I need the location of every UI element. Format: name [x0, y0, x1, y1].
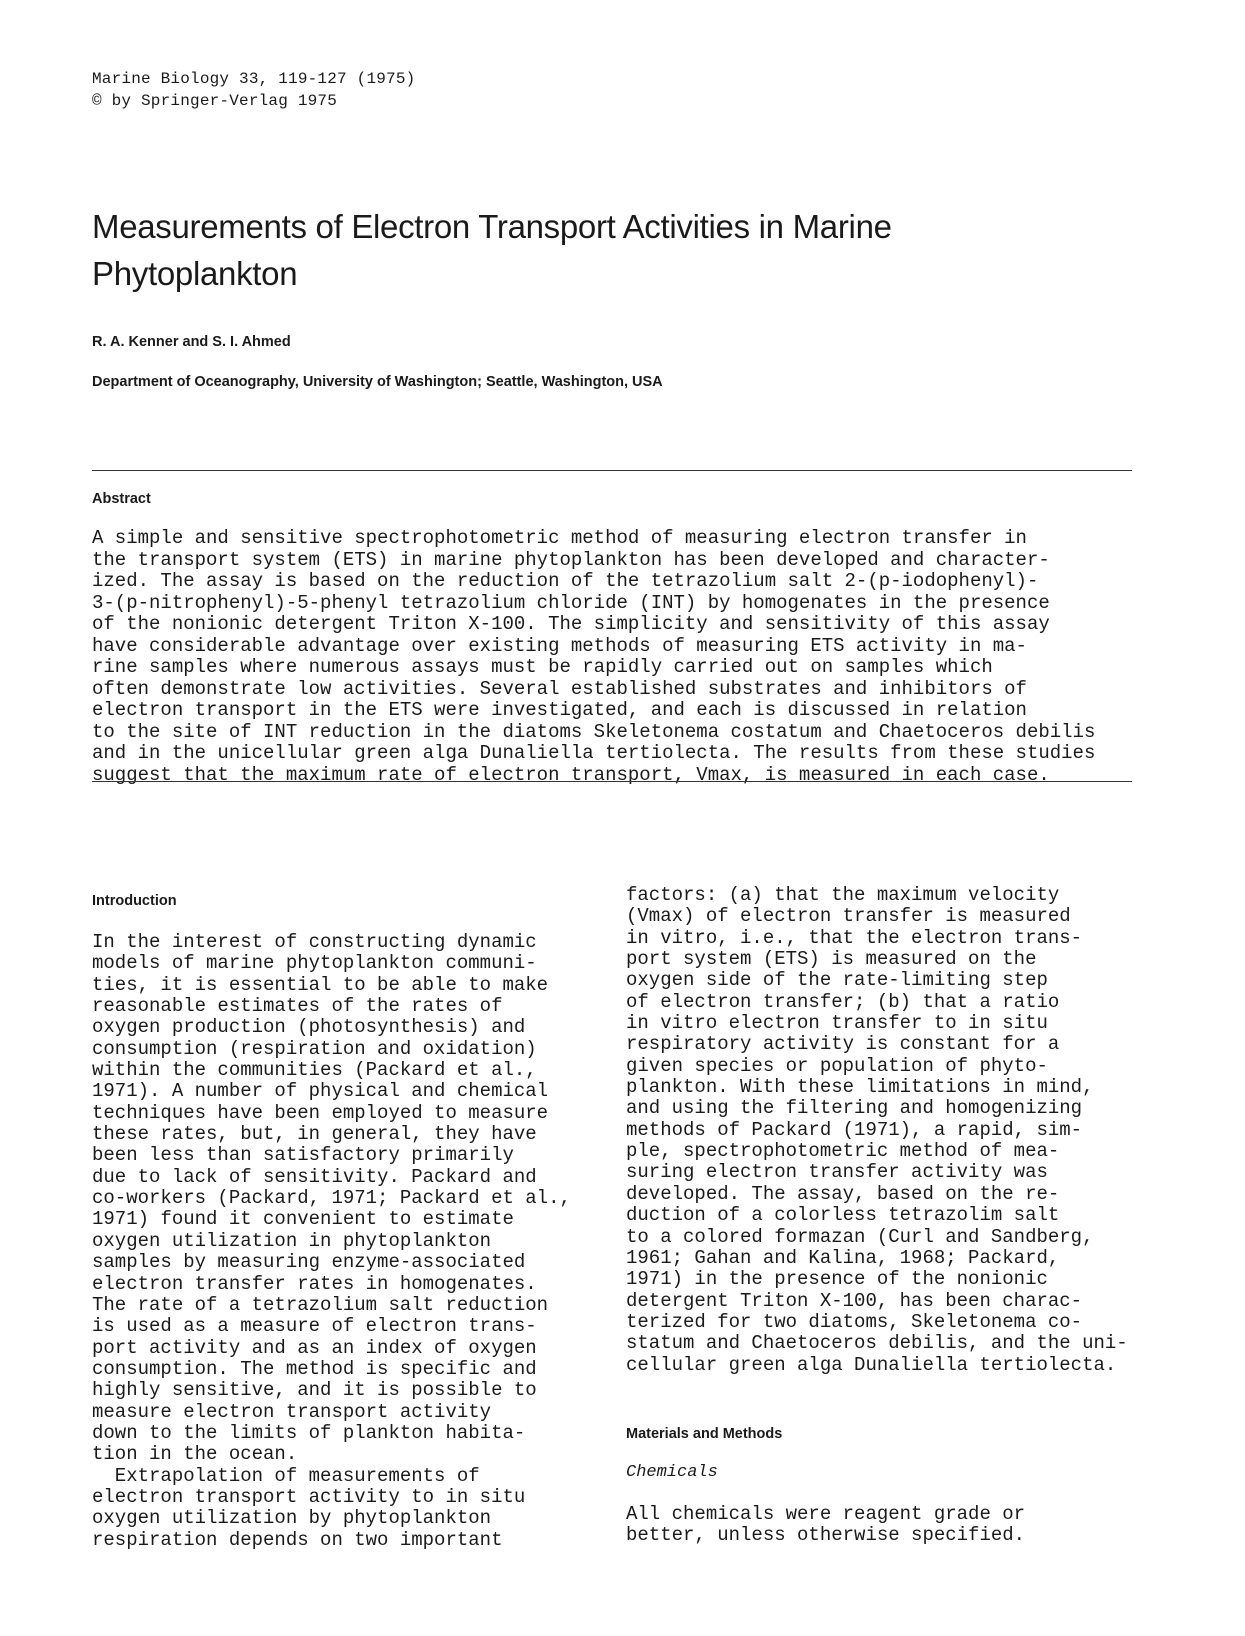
- body-line: All chemicals were reagent grade or: [626, 1503, 1026, 1525]
- body-line: oxygen production (photosynthesis) and: [92, 1016, 526, 1039]
- introduction-column-right: [626, 885, 1166, 1376]
- body-line: samples by measuring enzyme-associated: [92, 1251, 526, 1274]
- abstract-line: have considerable advantage over existing methods of measuring ETS activity in ma-: [92, 634, 1027, 657]
- body-line: within the communities (Packard et al.,: [92, 1059, 537, 1082]
- body-line: statum and Chaetoceros debilis, and the uni-: [626, 1332, 1128, 1355]
- author-list: R. A. Kenner and S. I. Ahmed: [92, 334, 291, 350]
- body-line: respiration depends on two important: [92, 1528, 503, 1551]
- body-line: 1971). A number of physical and chemical: [92, 1080, 549, 1103]
- body-line: techniques have been employed to measure: [92, 1101, 549, 1124]
- body-line: tion in the ocean.: [92, 1443, 298, 1466]
- body-line: consumption (respiration and oxidation): [92, 1037, 537, 1060]
- abstract-body: [92, 528, 1172, 786]
- body-line: in vitro, i.e., that the electron trans-: [626, 926, 1083, 949]
- abstract-line: often demonstrate low activities. Several established substrates and inhibitors of: [92, 677, 1027, 700]
- body-line: of electron transfer; (b) that a ratio: [626, 990, 1060, 1013]
- abstract-bottom-rule: [92, 781, 1132, 782]
- body-line: port activity and as an index of oxygen: [92, 1336, 537, 1359]
- body-line: factors: (a) that the maximum velocity: [626, 884, 1060, 906]
- body-line: oxygen utilization in phytoplankton: [92, 1229, 492, 1252]
- body-line: these rates, but, in general, they have: [92, 1123, 537, 1146]
- journal-header: [92, 68, 415, 112]
- body-line: reasonable estimates of the rates of: [92, 995, 503, 1018]
- abstract-line: the transport system (ETS) in marine phytoplankton has been developed and character-: [92, 548, 1050, 571]
- body-line: Extrapolation of measurements of: [92, 1464, 480, 1487]
- abstract-line: to the site of INT reduction in the diatoms Skeletonema costatum and Chaetoceros debilis: [92, 720, 1096, 743]
- body-line: respiratory activity is constant for a: [626, 1033, 1060, 1056]
- introduction-heading: Introduction: [92, 893, 177, 909]
- body-line: 1971) in the presence of the nonionic: [626, 1268, 1048, 1291]
- body-line: duction of a colorless tetrazolim salt: [626, 1204, 1060, 1227]
- abstract-line: rine samples where numerous assays must be rapidly carried out on samples which: [92, 656, 993, 678]
- abstract-top-rule: [92, 470, 1132, 471]
- copyright-line: © by Springer-Verlag 1975: [92, 92, 338, 110]
- body-line: oxygen side of the rate-limiting step: [626, 969, 1048, 992]
- body-line: port system (ETS) is measured on the: [626, 948, 1037, 971]
- paper-title: Measurements of Electron Transport Activities in Marine Phytoplankton: [92, 208, 892, 292]
- author-affiliation: Department of Oceanography, University of Washington; Seattle, Washington, USA: [92, 374, 663, 390]
- body-line: ties, it is essential to be able to make: [92, 973, 549, 996]
- chemicals-subheading: Chemicals: [626, 1463, 718, 1482]
- body-line: and using the filtering and homogenizing: [626, 1097, 1083, 1120]
- body-line: been less than satisfactory primarily: [92, 1144, 514, 1167]
- body-line: methods of Packard (1971), a rapid, sim-: [626, 1118, 1083, 1141]
- body-line: terized for two diatoms, Skeletonema co-: [626, 1310, 1083, 1333]
- body-line: consumption. The method is specific and: [92, 1357, 537, 1380]
- body-line: cellular green alga Dunaliella tertiolecta.: [626, 1353, 1117, 1376]
- abstract-line: electron transport in the ETS were investigated, and each is discussed in relation: [92, 699, 1027, 721]
- abstract-line: suggest that the maximum rate of electron transport, Vmax, is measured in each case.: [92, 763, 1050, 786]
- journal-citation: Marine Biology 33, 119-127 (1975): [92, 70, 416, 88]
- abstract-line: 3-(p-nitrophenyl)-5-phenyl tetrazolium chloride (INT) by homogenates in the presence: [92, 591, 1050, 614]
- abstract-line: of the nonionic detergent Triton X-100. The simplicity and sensitivity of this assay: [92, 613, 1050, 635]
- body-line: detergent Triton X-100, has been charac-: [626, 1289, 1083, 1312]
- body-line: is used as a measure of electron trans-: [92, 1315, 537, 1338]
- body-line: The rate of a tetrazolium salt reduction: [92, 1293, 549, 1316]
- body-line: In the interest of constructing dynamic: [92, 931, 537, 953]
- body-line: models of marine phytoplankton communi-: [92, 952, 537, 975]
- body-line: developed. The assay, based on the re-: [626, 1182, 1060, 1205]
- body-line: down to the limits of plankton habita-: [92, 1421, 526, 1444]
- body-line: highly sensitive, and it is possible to: [92, 1379, 537, 1402]
- body-line: electron transfer rates in homogenates.: [92, 1272, 537, 1295]
- materials-methods-heading: Materials and Methods: [626, 1426, 783, 1442]
- body-line: (Vmax) of electron transfer is measured: [626, 905, 1071, 928]
- body-line: plankton. With these limitations in mind,: [626, 1076, 1094, 1099]
- body-line: better, unless otherwise specified.: [626, 1524, 1026, 1547]
- methods-body: [626, 1504, 1166, 1547]
- body-line: electron transport activity to in situ: [92, 1485, 526, 1508]
- abstract-line: A simple and sensitive spectrophotometric method of measuring electron transfer in: [92, 527, 1027, 549]
- abstract-line: ized. The assay is based on the reduction of the tetrazolium salt 2-(p-iodophenyl)-: [92, 570, 1039, 592]
- body-line: ple, spectrophotometric method of mea-: [626, 1140, 1060, 1163]
- body-line: measure electron transport activity: [92, 1400, 492, 1423]
- body-line: given species or population of phyto-: [626, 1054, 1048, 1077]
- body-line: suring electron transfer activity was: [626, 1161, 1048, 1184]
- body-line: co-workers (Packard, 1971; Packard et al.,: [92, 1187, 571, 1210]
- body-line: 1961; Gahan and Kalina, 1968; Packard,: [626, 1246, 1060, 1269]
- body-line: to a colored formazan (Curl and Sandberg,: [626, 1225, 1094, 1248]
- body-line: in vitro electron transfer to in situ: [626, 1012, 1048, 1035]
- body-line: oxygen utilization by phytoplankton: [92, 1507, 492, 1530]
- abstract-heading: Abstract: [92, 491, 151, 507]
- body-line: due to lack of sensitivity. Packard and: [92, 1165, 537, 1188]
- abstract-line: and in the unicellular green alga Dunaliella tertiolecta. The results from these studies: [92, 742, 1096, 764]
- body-line: 1971) found it convenient to estimate: [92, 1208, 514, 1231]
- introduction-column-left: [92, 932, 612, 1551]
